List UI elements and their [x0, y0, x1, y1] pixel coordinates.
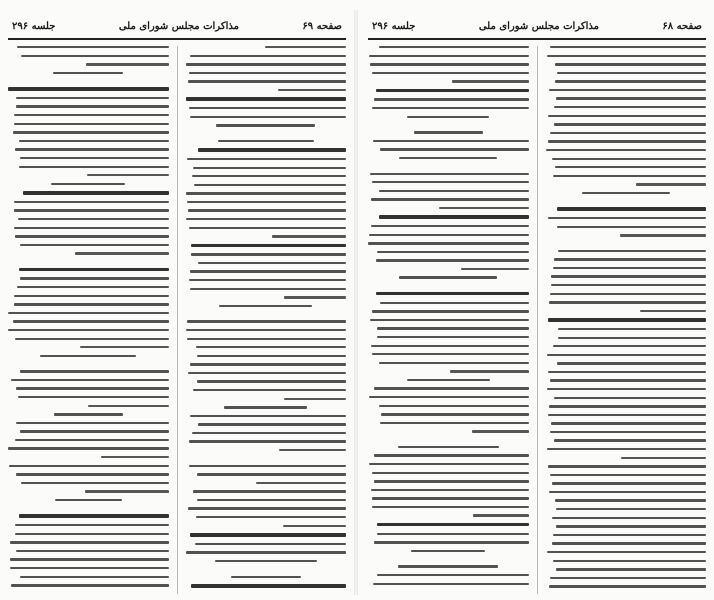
text-line [15, 533, 168, 535]
text-line [190, 415, 346, 417]
text-line [196, 516, 346, 518]
text-line [398, 565, 498, 567]
text-line [379, 362, 528, 364]
text-columns [8, 46, 346, 594]
text-line [186, 133, 347, 140]
text-line [197, 355, 346, 357]
text-line [550, 293, 706, 295]
text-line [16, 422, 169, 424]
text-line [8, 447, 168, 449]
text-line [377, 336, 529, 338]
text-line [552, 517, 706, 519]
text-line [369, 463, 528, 465]
text-line [190, 55, 346, 57]
text-line [20, 430, 169, 432]
text-line [231, 576, 301, 578]
text-line [190, 270, 346, 272]
text-line [556, 97, 706, 99]
text-line [8, 363, 169, 370]
text-line [19, 166, 169, 168]
text-line [189, 227, 346, 229]
text-line [186, 569, 347, 576]
text-line [279, 449, 346, 451]
text-line [87, 174, 168, 176]
text-line [621, 457, 706, 459]
text-line [256, 482, 346, 484]
text-line [548, 318, 706, 321]
text-line [547, 354, 706, 356]
text-line [553, 267, 706, 269]
text-line [372, 497, 529, 499]
text-line [557, 362, 706, 364]
text-line [556, 568, 706, 570]
text-line [191, 253, 346, 255]
text-line [368, 166, 529, 173]
text-line [374, 541, 529, 543]
text-line [187, 201, 346, 203]
text-line [555, 63, 706, 65]
session-number: جلسه ۲۹۶ [12, 20, 56, 32]
text-line [54, 413, 123, 415]
text-line [370, 63, 528, 65]
text-line [186, 551, 346, 553]
text-column-2 [368, 46, 529, 594]
text-line [8, 507, 169, 514]
text-line [368, 242, 528, 244]
text-column-1 [186, 46, 347, 594]
text-line [550, 474, 706, 476]
text-line [8, 80, 169, 87]
text-line [190, 288, 346, 290]
text-line [380, 422, 529, 424]
text-line [190, 116, 346, 118]
text-line [557, 72, 706, 74]
text-line [547, 551, 706, 553]
text-line [189, 440, 346, 442]
text-line [547, 55, 706, 57]
text-line [550, 577, 706, 579]
text-line [558, 328, 706, 330]
text-line [555, 80, 706, 82]
text-line [21, 482, 169, 484]
text-line [14, 201, 169, 203]
text-line [450, 370, 529, 372]
text-line [186, 63, 346, 65]
text-line [14, 114, 169, 116]
text-line [80, 346, 168, 348]
text-line [371, 345, 528, 347]
text-line [554, 123, 706, 125]
text-line [551, 284, 706, 286]
column-rule [177, 46, 178, 594]
text-line [376, 292, 529, 295]
text-line [20, 370, 168, 372]
text-line [15, 235, 168, 237]
text-line [370, 319, 528, 321]
text-line [554, 397, 706, 399]
text-line [380, 302, 528, 304]
text-line [550, 132, 706, 134]
text-line [272, 235, 346, 237]
text-line [371, 225, 529, 227]
text-line [196, 346, 346, 348]
text-line [284, 398, 346, 400]
text-line [368, 439, 529, 446]
text-line [399, 276, 497, 278]
text-line [461, 268, 528, 270]
text-line [11, 584, 168, 586]
text-line [374, 387, 529, 389]
text-line [283, 525, 346, 527]
text-line [369, 396, 529, 398]
text-line [379, 46, 528, 48]
page-right [368, 14, 706, 594]
text-line [374, 98, 529, 100]
text-column-1 [546, 46, 707, 594]
text-line [548, 217, 706, 219]
text-line [18, 218, 169, 220]
text-line [376, 259, 528, 261]
page-title: مذاکرات مجلس شورای ملی [478, 20, 599, 32]
text-line [548, 115, 706, 117]
text-line [16, 105, 169, 107]
text-line [15, 524, 168, 526]
text-line [55, 499, 122, 501]
text-line [194, 184, 346, 186]
text-line [377, 533, 529, 535]
text-line [190, 363, 346, 365]
text-line [186, 313, 347, 320]
page-number: صفحه ۶۹ [302, 20, 342, 32]
text-line [19, 268, 168, 271]
text-line [218, 140, 314, 142]
text-line [407, 379, 491, 381]
text-line [193, 167, 346, 169]
text-line [187, 338, 346, 340]
text-line [15, 148, 169, 150]
text-line [372, 181, 529, 183]
text-line [372, 506, 529, 508]
text-line [188, 372, 346, 374]
text-line [472, 430, 529, 432]
text-line [40, 355, 136, 357]
text-line [198, 262, 346, 264]
text-line [553, 534, 706, 536]
text-line [546, 149, 706, 151]
text-line [558, 337, 706, 339]
text-column-2 [8, 46, 169, 594]
text-line [216, 124, 315, 126]
text-line [189, 107, 346, 109]
text-line [368, 285, 529, 292]
text-line [85, 490, 168, 492]
text-line [16, 550, 169, 552]
text-line [186, 97, 346, 100]
text-line [17, 46, 169, 48]
text-line [16, 473, 169, 475]
text-line [636, 183, 706, 185]
text-line [376, 89, 529, 92]
text-line [558, 250, 706, 252]
text-line [553, 345, 706, 347]
text-line [368, 124, 529, 131]
text-line [192, 432, 346, 434]
text-line [15, 338, 168, 340]
text-line [187, 158, 346, 160]
text-line [407, 116, 489, 118]
text-line [189, 279, 346, 281]
text-line [51, 183, 125, 185]
text-line [9, 465, 168, 467]
text-line [188, 209, 346, 211]
page-header [368, 14, 706, 40]
text-line [414, 131, 483, 133]
text-line [75, 252, 169, 254]
text-line [195, 543, 346, 545]
text-line [265, 46, 346, 48]
text-line [546, 243, 707, 250]
text-line [15, 439, 169, 441]
text-line [377, 523, 528, 526]
text-line [18, 396, 168, 398]
text-line [473, 514, 529, 516]
text-line [550, 46, 706, 48]
text-line [189, 72, 346, 74]
text-line [399, 157, 497, 159]
text-line [8, 329, 168, 331]
text-line [374, 480, 529, 482]
text-line [549, 405, 706, 407]
text-line [377, 327, 529, 329]
text-line [193, 490, 346, 492]
text-line [551, 275, 706, 277]
text-line [379, 190, 528, 192]
text-line [554, 258, 706, 260]
text-line [555, 166, 706, 168]
text-line [186, 329, 346, 331]
text-line [23, 191, 168, 194]
page-header [8, 14, 346, 40]
text-line [548, 371, 706, 373]
text-line [191, 584, 346, 587]
text-line [547, 448, 706, 450]
text-line [189, 465, 346, 467]
text-line [546, 200, 707, 207]
text-line [556, 525, 706, 527]
text-line [191, 244, 346, 247]
text-line [13, 131, 168, 133]
text-line [552, 542, 706, 544]
text-line [20, 576, 169, 578]
text-line [553, 175, 706, 177]
text-line [640, 310, 706, 312]
text-line [19, 514, 169, 517]
text-line [550, 431, 706, 433]
text-line [548, 465, 706, 467]
text-line [372, 72, 528, 74]
text-line [14, 123, 169, 125]
text-line [372, 472, 528, 474]
text-line [547, 388, 706, 390]
text-line [197, 380, 346, 382]
text-line [14, 209, 169, 211]
text-line [373, 583, 528, 585]
text-line [548, 140, 706, 142]
text-line [8, 312, 168, 314]
text-line [17, 286, 169, 288]
text-line [372, 310, 528, 312]
text-line [372, 107, 528, 109]
text-line [197, 473, 346, 475]
text-line [552, 158, 706, 160]
text-line [10, 567, 168, 569]
text-line [192, 175, 346, 177]
text-line [14, 303, 169, 305]
text-line [20, 157, 168, 159]
text-line [557, 226, 706, 228]
text-line [379, 215, 529, 218]
page-title: مذاکرات مجلس شورای ملی [118, 20, 239, 32]
text-line [14, 227, 168, 229]
text-line [193, 389, 346, 391]
text-line [411, 550, 485, 552]
text-line [379, 405, 529, 407]
text-line [549, 585, 706, 587]
text-line [372, 353, 528, 355]
text-line [10, 541, 168, 543]
text-line [555, 499, 706, 501]
text-line [553, 560, 706, 562]
text-line [21, 55, 169, 57]
text-line [380, 148, 528, 150]
text-line [186, 218, 346, 220]
text-line [8, 87, 168, 90]
text-line [551, 422, 706, 424]
text-line [548, 414, 706, 416]
text-line [13, 320, 168, 322]
text-line [16, 97, 169, 99]
text-line [101, 456, 169, 458]
text-line [556, 508, 706, 510]
session-number: جلسه ۲۹۶ [372, 20, 416, 32]
text-line [373, 140, 529, 142]
text-line [550, 379, 706, 381]
text-line [377, 574, 528, 576]
text-line [14, 295, 169, 297]
text-columns [368, 46, 706, 594]
text-line [19, 140, 168, 142]
text-line [215, 560, 317, 562]
text-line [452, 80, 528, 82]
text-line [86, 63, 168, 65]
text-line [20, 277, 168, 279]
text-line [198, 148, 346, 151]
text-line [368, 558, 529, 565]
text-line [197, 499, 346, 501]
text-line [224, 406, 307, 408]
text-line [369, 55, 529, 57]
text-line [582, 192, 670, 194]
text-line [16, 387, 168, 389]
text-line [187, 320, 346, 322]
text-line [554, 106, 706, 108]
text-line [278, 89, 346, 91]
text-line [377, 251, 529, 253]
text-line [190, 533, 346, 536]
text-line [188, 507, 347, 509]
text-line [549, 301, 706, 303]
text-line [186, 192, 346, 194]
text-line [188, 80, 346, 82]
text-line [620, 234, 706, 236]
text-line [549, 491, 706, 493]
text-line [284, 296, 346, 298]
page-number: صفحه ۶۸ [662, 20, 702, 32]
text-line [186, 458, 347, 465]
text-line [374, 454, 528, 456]
text-line [219, 305, 312, 307]
text-line [10, 558, 168, 560]
column-rule [537, 46, 538, 594]
text-line [381, 413, 529, 415]
text-line [8, 261, 169, 268]
text-line [53, 72, 123, 74]
text-line [11, 379, 168, 381]
text-line [549, 89, 706, 91]
text-line [554, 439, 706, 441]
text-line [439, 207, 529, 209]
text-line [88, 405, 169, 407]
text-line [371, 489, 528, 491]
text-line [369, 234, 529, 236]
text-line [398, 446, 499, 448]
text-line [198, 423, 346, 425]
text-line [20, 244, 169, 246]
text-line [552, 482, 706, 484]
text-line [371, 198, 528, 200]
book-gutter [354, 10, 358, 595]
text-line [370, 173, 529, 175]
page-left [8, 14, 346, 594]
text-line [557, 207, 706, 210]
